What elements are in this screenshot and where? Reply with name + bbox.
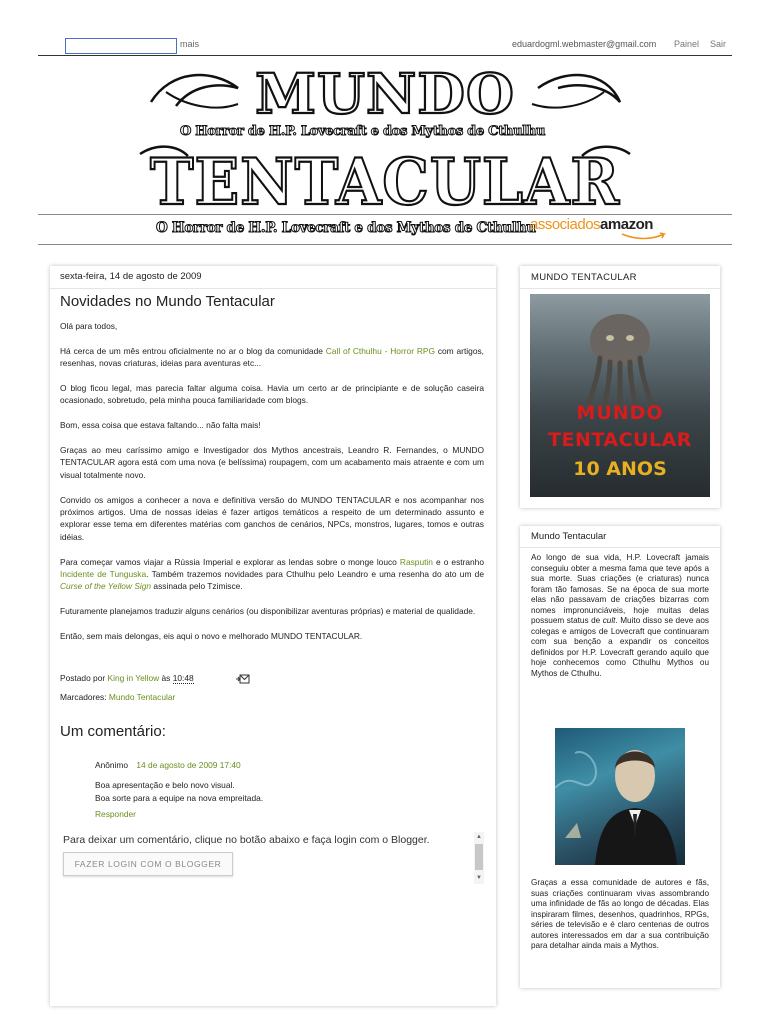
amazon-label-part2: amazon [600, 216, 653, 233]
post-date: sexta-feira, 14 de agosto de 2009 [60, 271, 202, 282]
frame-scrollbar[interactable] [474, 832, 484, 884]
post-time-link[interactable]: 10:48 [172, 673, 194, 683]
scroll-thumb[interactable] [475, 844, 483, 870]
amazon-label-part1: associados [530, 216, 601, 233]
widget-text-intro: Ao longo de sua vida, H.P. Lovecraft jamais conseguiu obter a mesma fama que teve após a sua morte. Suas criações (e criaturas) nunca foram tão famosas. Se na época de sua morte elas não passavam de criações bizarras com nomes impronunciáveis, hoje muitas delas possuem status de cult. Muito disso se deve aos colegas e amigos de Lovecraft que continuaram com sua benção a expandir os conceitos definidos por H.P. Lovecraft gerando aquilo que hoje conhecemos como Cthulhu Mythos ou Mythos de Cthulhu. [531, 553, 710, 678]
blogger-navbar [0, 0, 768, 56]
amazon-associates-badge[interactable] [530, 216, 653, 233]
post-paragraph: Futuramente planejamos traduzir alguns cenários (ou disponibilizar aventuras próprias) e material de qualidade. [60, 606, 476, 617]
post-labels: Marcadores: Mundo Tentacular [60, 692, 176, 702]
widget-divider [520, 547, 720, 548]
image-text-10-anos: 10 ANOS [573, 458, 667, 480]
image-text-mundo: MUNDO [576, 402, 664, 424]
post-paragraph: Então, sem mais delongas, eis aqui o novo e melhorado MUNDO TENTACULAR. [60, 631, 363, 642]
post-paragraph: Convido os amigos a conhecer a nova e definitiva versão do MUNDO TENTACULAR e nos acompanhar nos próximos artigos. Uma de nossas ideias é fazer artigos temáticos a respeito de um determinado assunto e explorar esse tema em diferentes matérias com ganchos de cenários, NPCs, monstros, lugares, tomos e outras idéias. [60, 494, 484, 542]
rasputin-link[interactable]: Rasputin [399, 556, 433, 567]
panel-link[interactable]: Painel [674, 39, 700, 49]
widget-title: MUNDO TENTACULAR [531, 272, 637, 283]
date-divider [50, 288, 496, 289]
sidebar-widget-text [520, 526, 720, 988]
blog-header[interactable] [38, 56, 732, 246]
comment-author: Anônimo [95, 760, 129, 770]
widget-title: Mundo Tentacular [531, 531, 607, 542]
lovecraft-portrait-icon [555, 728, 685, 865]
label-link[interactable]: Mundo Tentacular [108, 692, 176, 702]
user-email: eduardogml.webmaster@gmail.com [512, 39, 657, 49]
comments-heading: Um comentário: [60, 723, 166, 740]
image-text-tentacular: TENTACULAR [548, 429, 692, 451]
cthulhu-illustration [570, 308, 670, 408]
logo-subtitle-bottom: O Horror de H.P. Lovecraft e dos Mythos de Cthulhu [156, 220, 536, 236]
post-paragraph: Bom, essa coisa que estava faltando... não falta mais! [60, 420, 261, 431]
logo-mundo [146, 62, 624, 122]
lovecraft-portrait-image[interactable] [555, 728, 685, 865]
post-paragraph: Para começar vamos viajar a Rússia Imperial e explorar as lendas sobre o monge louco Rasputin e o estranho Incidente de Tunguska. Também trazemos novidades para Cthulhu pelo Leandro e uma resenha do ato um de Curse of the Yellow Sign assinada pelo Tzimisce. [60, 556, 484, 592]
svg-text:MUNDO: MUNDO [255, 62, 515, 122]
post-paragraph: Graças ao meu caríssimo amigo e Investigador dos Mythos ancestrais, Leandro R. Fernandes, o MUNDO TENTACULAR agora está com uma nova (e belíssima) roupagem, com um acabamento mais atraente e com um visual totalmente novo. [60, 445, 484, 480]
header-divider-bottom [38, 244, 732, 245]
widget-text-community: Graças a essa comunidade de autores e fãs, suas criações continuaram vivas assombrando uma infinidade de fãs ao longo de décadas. Elas inspiraram filmes, desenhos, quadrinhos, RPGs, séries de televisão e é claro centenas de outros autores interessados em dar a sua contribuição para detalhar ainda mais a Mythos. [531, 878, 709, 950]
scroll-down-icon[interactable]: ▼ [476, 875, 482, 881]
sidebar-widget-image [520, 266, 720, 508]
logo-subtitle-top: O Horror de H.P. Lovecraft e dos Mythos de Cthulhu [180, 124, 546, 139]
post-paragraph: Olá para todos, [60, 321, 118, 331]
post-paragraph: Há cerca de um mês entrou oficialmente no ar o blog da comunidade Call of Cthulhu - Horror RPG com artigos, resenhas, novas criaturas, ideias para aventuras etc... [60, 345, 484, 369]
mundo-tentacular-10-anos-image[interactable] [530, 294, 710, 497]
call-of-cthulhu-link[interactable]: Call of Cthulhu - Horror RPG [325, 345, 435, 356]
post-body [60, 320, 484, 655]
reply-link[interactable]: Responder [95, 809, 136, 819]
author-link[interactable]: King in Yellow [107, 673, 160, 683]
search-input[interactable] [65, 38, 177, 54]
comment-header [95, 760, 241, 770]
comment-date-link[interactable]: 14 de agosto de 2009 17:40 [136, 760, 241, 770]
comment-body: Boa apresentação e belo novo visual. Boa sorte para a equipe na nova empreitada. [95, 780, 264, 803]
header-divider [38, 214, 732, 215]
email-post-icon[interactable] [236, 674, 250, 684]
comment-login-frame [60, 832, 486, 886]
exit-link[interactable]: Sair [710, 39, 727, 49]
tunguska-link[interactable]: Incidente de Tunguska [60, 569, 147, 580]
amazon-smile-icon [620, 232, 668, 240]
post-title[interactable]: Novidades no Mundo Tentacular [60, 293, 275, 310]
logo-tentacular [138, 142, 632, 212]
svg-text:TENTACULAR: TENTACULAR [150, 145, 620, 212]
scroll-up-icon[interactable]: ▲ [476, 834, 482, 840]
widget-divider [520, 288, 720, 289]
blogger-login-button[interactable]: FAZER LOGIN COM O BLOGGER [63, 852, 233, 876]
post-paragraph: O blog ficou legal, mas parecia faltar alguma coisa. Havia um certo ar de principiante e de solução caseira ocasionado, sobretudo, pela minha pouca familiaridade com blogs. [60, 383, 484, 406]
post-panel [50, 266, 496, 1006]
post-footer-author: Postado por King in Yellow às 10:48 [60, 673, 194, 683]
login-prompt: Para deixar um comentário, clique no botão abaixo e faça login com o Blogger. [63, 834, 430, 846]
more-link[interactable]: mais [180, 39, 200, 49]
yellow-sign-link[interactable]: Curse of the Yellow Sign [60, 581, 152, 592]
